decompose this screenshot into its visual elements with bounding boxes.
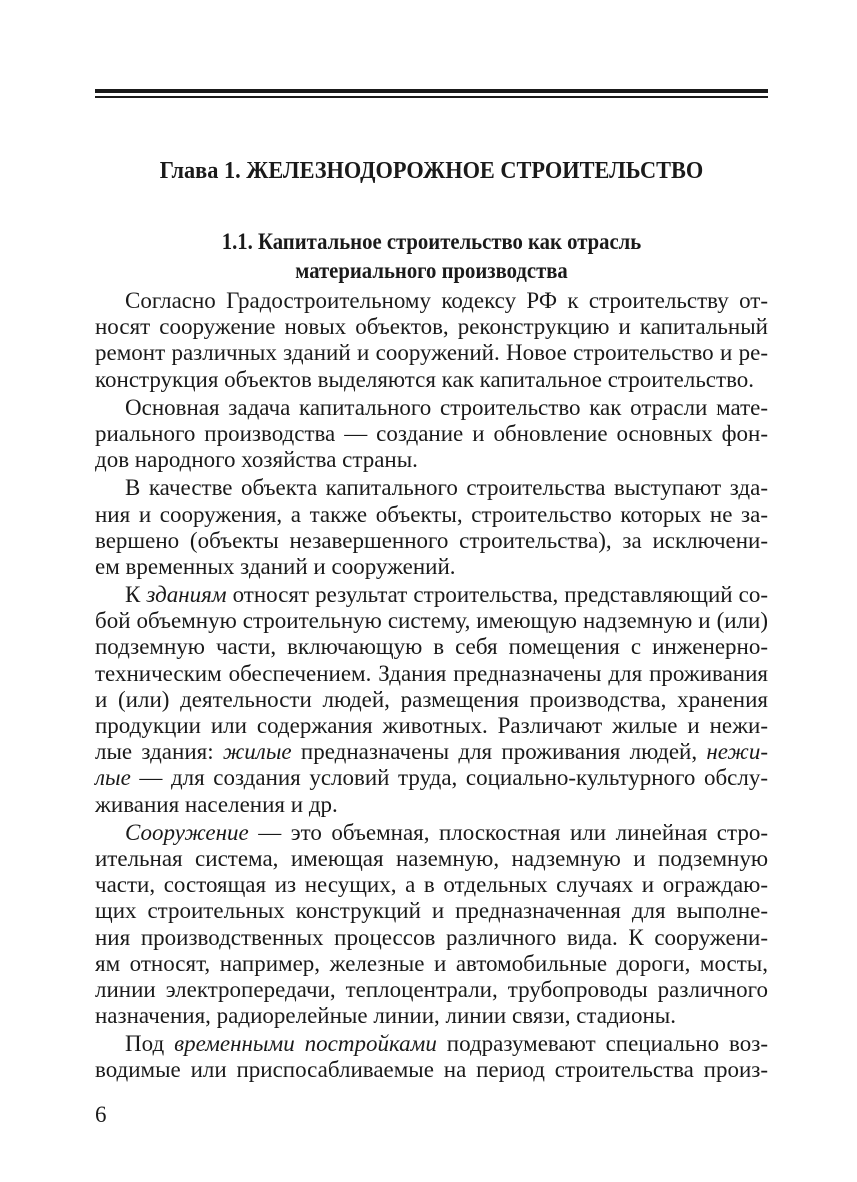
text-segment: ния производственных процессов различного вида. К сооружени-	[95, 924, 768, 950]
section-title-line: материального производства	[295, 258, 568, 283]
text-segment: лые здания:	[95, 739, 223, 765]
text-line	[95, 421, 768, 447]
text-segment: подземную части, включающую в себя помещения с инженерно-	[95, 634, 768, 660]
text-segment: носят сооружение новых объектов, реконструкцию и капитальный	[95, 314, 768, 340]
text-segment: и (или) деятельности людей, размещения производства, хранения	[95, 686, 768, 712]
paragraph	[95, 475, 768, 580]
text-segment: подразумевают специально воз-	[436, 1031, 769, 1057]
text-segment: Под	[125, 1031, 175, 1057]
italic-term: зданиям	[146, 582, 227, 608]
text-segment: линии электропередачи, теплоцентрали, трубопроводы различного	[95, 976, 768, 1002]
text-line	[95, 1057, 768, 1083]
text-segment: дов народного хозяйства страны.	[95, 447, 418, 473]
text-segment: ния и сооружения, а также объекты, строительство которых не за-	[95, 501, 768, 527]
section-title	[95, 227, 768, 285]
page-number: 6	[95, 1102, 107, 1127]
text-segment: — это объемная, плоскостная или линейная стро-	[248, 819, 768, 845]
text-line	[95, 314, 768, 340]
italic-term: жилые	[222, 739, 292, 765]
italic-term: Сооружение	[125, 819, 249, 845]
text-segment: относят результат строительства, представляющий со-	[226, 582, 768, 608]
text-line	[95, 739, 768, 765]
text-segment: назначения, радиорелейные линии, линии связи, стадионы.	[95, 1003, 676, 1029]
text-line	[95, 447, 768, 473]
header-rule-thick	[95, 89, 768, 93]
text-segment: предназначены для проживания людей,	[291, 739, 707, 765]
text-segment: К	[125, 582, 147, 608]
text-segment: Согласно Градостроительному кодексу РФ к строительству от-	[125, 288, 768, 313]
text-line	[95, 872, 768, 898]
paragraph	[95, 820, 768, 1030]
text-segment: конструкция объектов выделяются как капитальное строительство.	[95, 366, 755, 392]
text-line	[95, 288, 768, 314]
text-line	[95, 340, 768, 366]
text-line	[95, 792, 768, 818]
text-segment: В качестве объекта капитального строительства выступают зда-	[125, 475, 768, 501]
text-segment: — для создания условий труда, социально-культурного обслу-	[130, 765, 768, 791]
text-segment: ительная система, имеющая наземную, надземную и подземную	[95, 845, 768, 871]
text-line	[95, 661, 768, 687]
text-segment: ям относят, например, железные и автомобильные дороги, мосты,	[95, 950, 768, 976]
text-segment: части, состоящая из несущих, а в отдельных случаях и ограждаю-	[95, 872, 768, 898]
text-line	[95, 1003, 768, 1029]
text-segment: ем временных зданий и сооружений.	[95, 553, 456, 579]
text-line	[95, 846, 768, 872]
text-line	[95, 528, 768, 554]
text-line	[95, 765, 768, 791]
text-segment: бой объемную строительную систему, имеющую надземную и (или)	[95, 608, 768, 634]
text-line	[95, 977, 768, 1003]
italic-term: нежи-	[706, 739, 768, 765]
text-line	[95, 475, 768, 501]
chapter-title: Глава 1. ЖЕЛЕЗНОДОРОЖНОЕ СТРОИТЕЛЬСТВО	[159, 158, 704, 184]
text-segment: водимые или приспосабливаемые на период строительства произ-	[95, 1057, 768, 1083]
body-text	[95, 288, 768, 1086]
text-line	[95, 554, 768, 580]
text-line	[95, 634, 768, 660]
text-line	[95, 820, 768, 846]
text-line	[95, 395, 768, 421]
italic-term: временными постройками	[174, 1031, 437, 1057]
paragraph	[95, 288, 768, 393]
text-segment: техническим обеспечением. Здания предназначены для проживания	[95, 660, 768, 686]
text-line	[95, 582, 768, 608]
text-segment: ремонт различных зданий и сооружений. Новое строительство и ре-	[95, 340, 768, 366]
text-line	[95, 1031, 768, 1057]
text-line	[95, 367, 768, 393]
paragraph	[95, 395, 768, 474]
text-line	[95, 951, 768, 977]
text-segment: живания населения и др.	[95, 791, 338, 817]
paragraph	[95, 1031, 768, 1083]
text-segment: продукции или содержания животных. Различают жилые и нежи-	[95, 713, 768, 738]
section-title-line: 1.1. Капитальное строительство как отрасль	[221, 229, 642, 254]
text-segment: щих строительных конструкций и предназначенная для выполне-	[95, 898, 768, 924]
header-rule-thin	[95, 96, 768, 98]
text-line	[95, 687, 768, 713]
italic-term: лые	[95, 765, 131, 791]
text-segment: Основная задача капитального строительство как отрасли мате-	[125, 394, 768, 420]
text-segment: вершено (объекты незавершенного строительства), за исключени-	[95, 527, 768, 553]
text-line	[95, 925, 768, 951]
text-segment: риального производства — создание и обновление основных фон-	[95, 420, 768, 446]
text-line	[95, 608, 768, 634]
text-line	[95, 502, 768, 528]
text-line	[95, 898, 768, 924]
paragraph	[95, 582, 768, 818]
text-line	[95, 713, 768, 739]
